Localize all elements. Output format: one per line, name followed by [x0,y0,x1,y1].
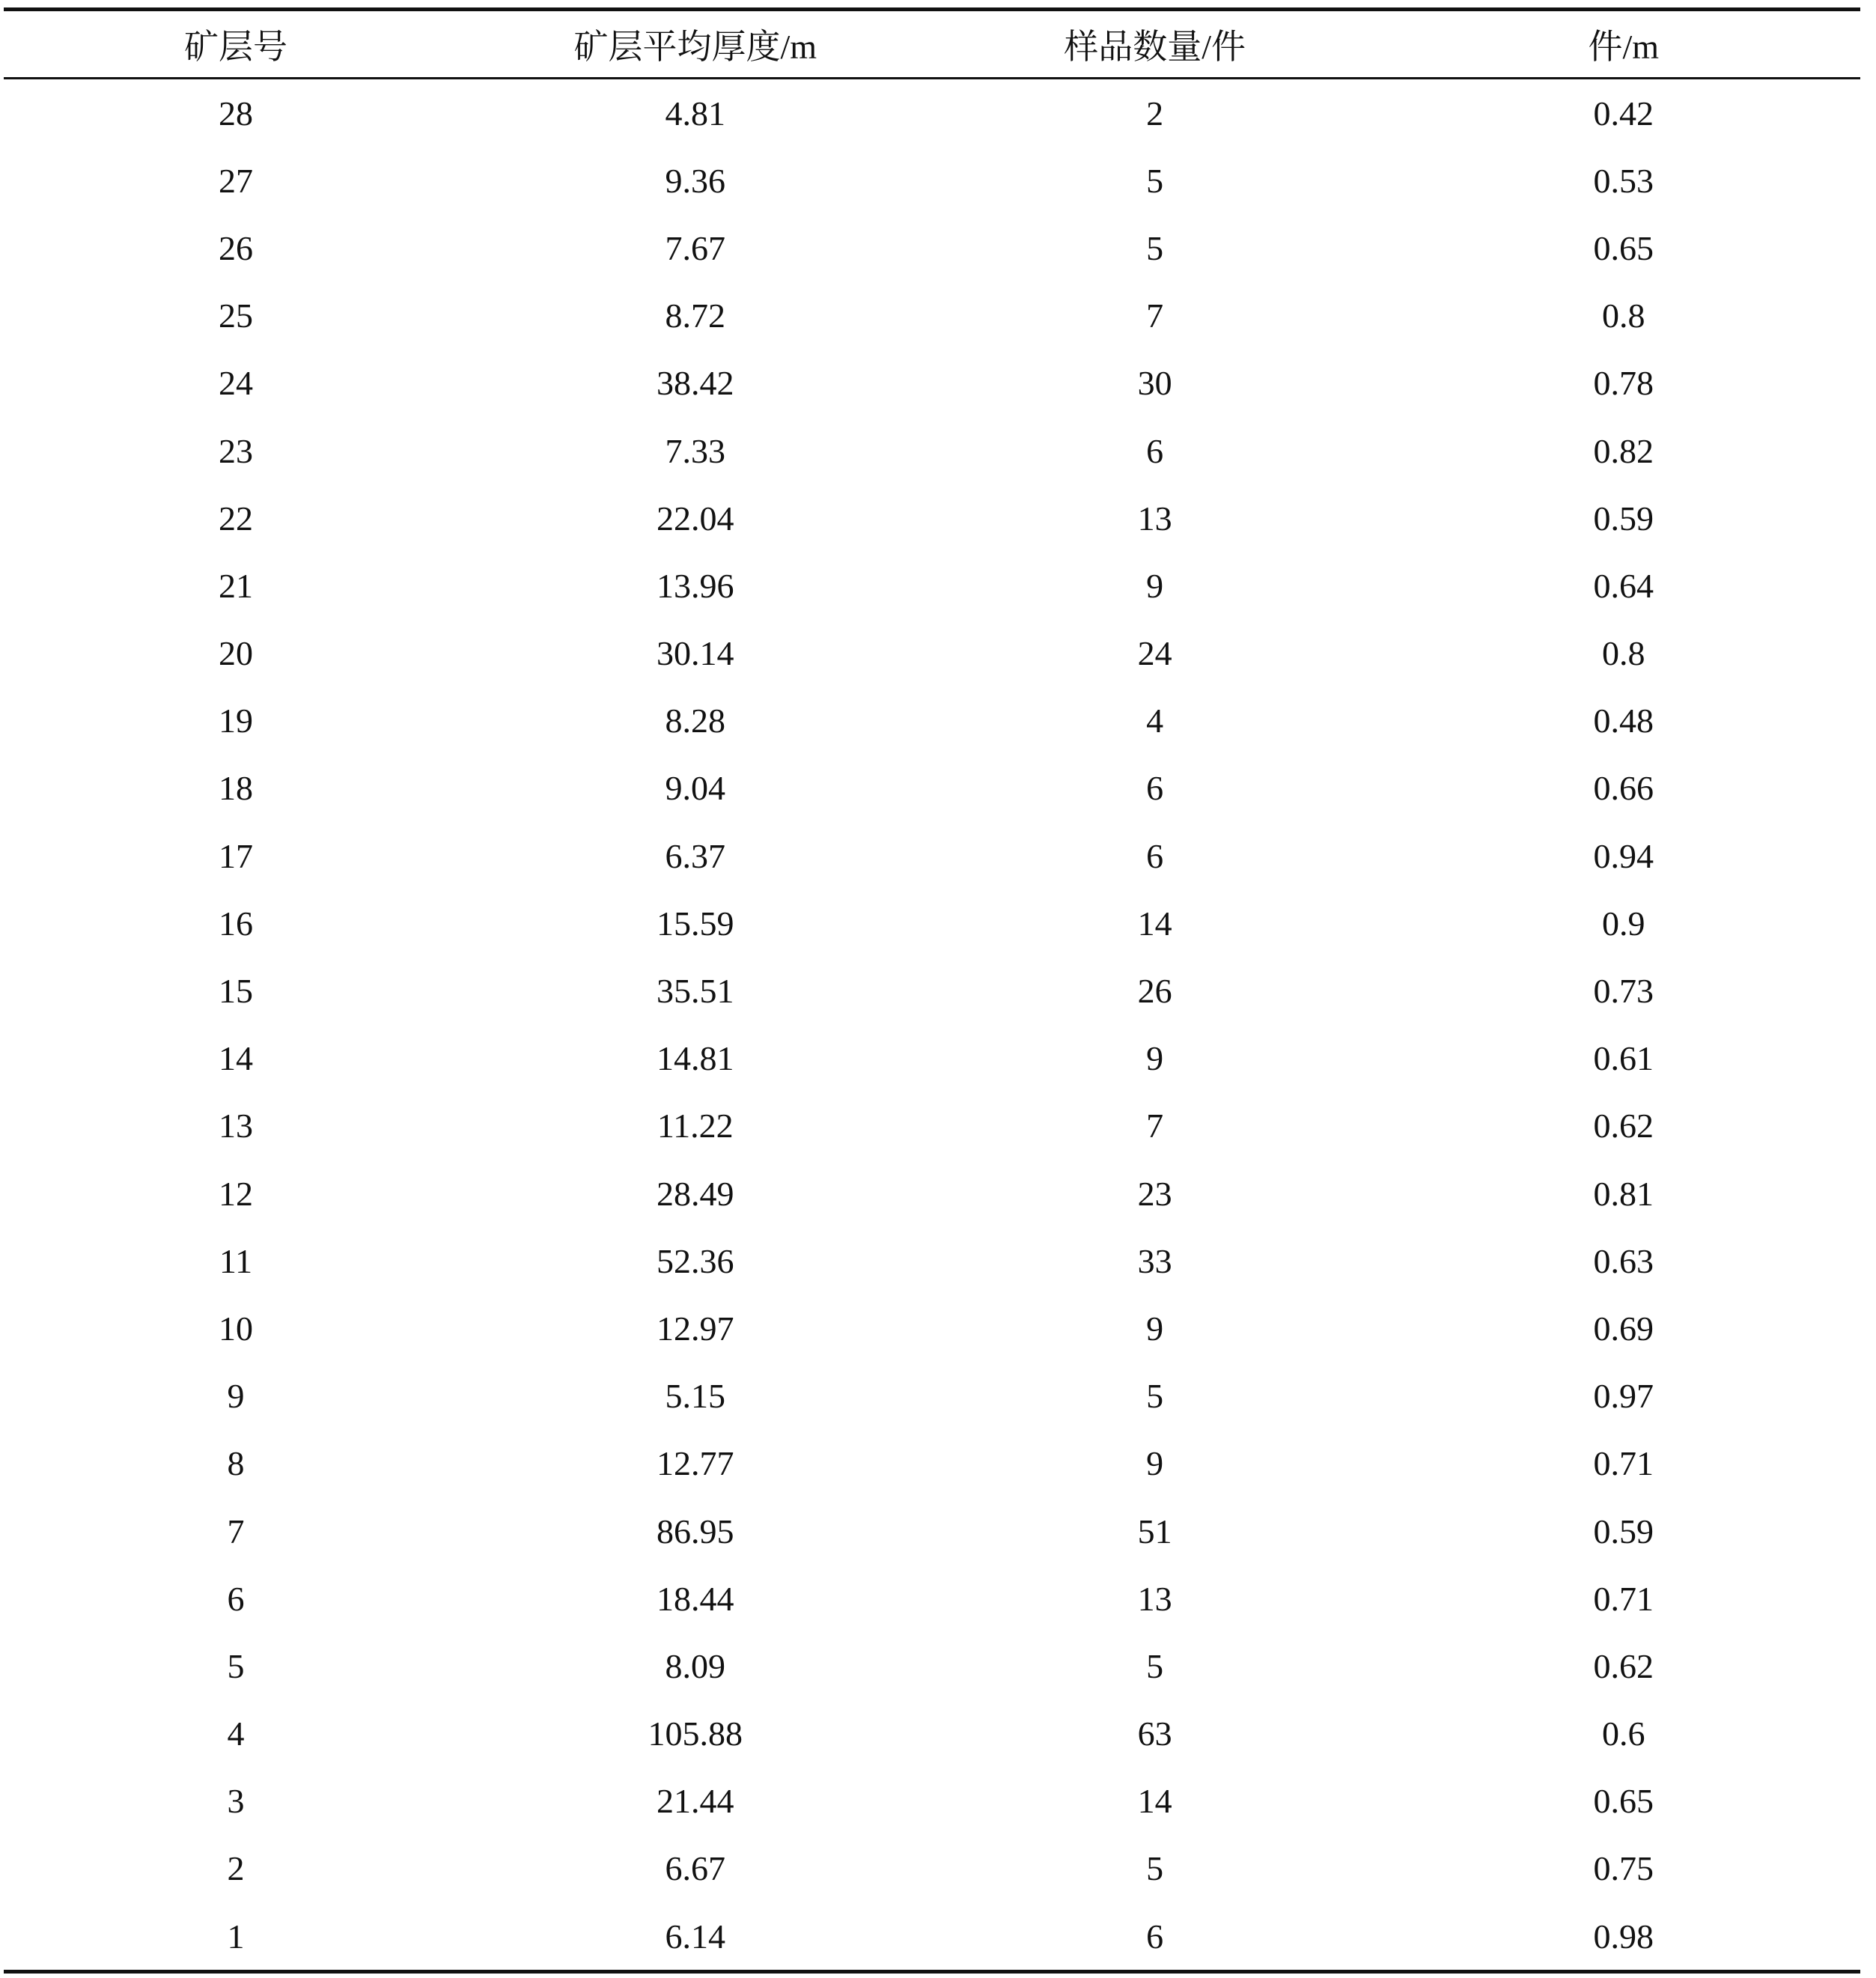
table-row [4,889,1860,957]
table-row [4,755,1860,822]
header-average-thickness: 矿层平均厚度/m [573,28,817,66]
cell-average-thickness: 28.49 [657,1174,734,1213]
cell-layer-number: 20 [219,634,253,673]
cell-layer-number: 16 [219,904,253,943]
cell-samples-per-meter: 0.61 [1593,1039,1654,1078]
cell-average-thickness: 12.77 [657,1444,734,1483]
cell-average-thickness: 38.42 [657,364,734,403]
cell-layer-number: 27 [219,161,253,200]
cell-layer-number: 5 [227,1646,245,1685]
cell-sample-count: 33 [1137,1241,1172,1280]
cell-sample-count: 14 [1137,904,1172,943]
cell-layer-number: 10 [219,1309,253,1348]
cell-layer-number: 7 [227,1512,245,1551]
cell-average-thickness: 11.22 [657,1107,734,1145]
table-row [4,1565,1860,1632]
data-table [4,11,1860,77]
cell-sample-count: 9 [1146,1309,1164,1348]
cell-average-thickness: 4.81 [665,94,726,133]
cell-sample-count: 2 [1146,94,1164,133]
cell-samples-per-meter: 0.65 [1593,1782,1654,1821]
cell-average-thickness: 8.28 [665,702,726,740]
cell-layer-number: 23 [219,431,253,470]
table-row [4,1835,1860,1902]
cell-sample-count: 51 [1137,1512,1172,1551]
cell-sample-count: 63 [1137,1714,1172,1753]
cell-sample-count: 14 [1137,1782,1172,1821]
table-row [4,957,1860,1024]
cell-samples-per-meter: 0.63 [1593,1241,1654,1280]
table-row [4,1768,1860,1835]
table-row [4,1700,1860,1768]
table-row [4,1025,1860,1092]
table-row [4,1227,1860,1294]
cell-sample-count: 5 [1146,228,1164,267]
cell-sample-count: 5 [1146,1849,1164,1888]
cell-average-thickness: 6.67 [665,1849,726,1888]
cell-samples-per-meter: 0.73 [1593,972,1654,1011]
cell-average-thickness: 22.04 [657,499,734,538]
cell-samples-per-meter: 0.82 [1593,431,1654,470]
cell-samples-per-meter: 0.65 [1593,228,1654,267]
cell-sample-count: 13 [1137,1579,1172,1618]
cell-average-thickness: 35.51 [657,972,734,1011]
cell-samples-per-meter: 0.71 [1593,1579,1654,1618]
cell-layer-number: 8 [227,1444,245,1483]
cell-layer-number: 2 [227,1849,245,1888]
cell-samples-per-meter: 0.64 [1593,566,1654,605]
cell-layer-number: 13 [219,1107,253,1145]
table-row [4,687,1860,755]
cell-layer-number: 18 [219,769,253,808]
table-row [4,79,1860,147]
cell-average-thickness: 15.59 [657,904,734,943]
cell-average-thickness: 86.95 [657,1512,734,1551]
table-bottom-rule [4,1970,1860,1974]
header-row [4,11,1860,77]
cell-layer-number: 3 [227,1782,245,1821]
table-row [4,147,1860,214]
cell-layer-number: 14 [219,1039,253,1078]
cell-average-thickness: 18.44 [657,1579,734,1618]
cell-samples-per-meter: 0.59 [1593,499,1654,538]
table-row [4,350,1860,417]
cell-sample-count: 9 [1146,566,1164,605]
cell-sample-count: 26 [1137,972,1172,1011]
table-row [4,1160,1860,1227]
cell-sample-count: 6 [1146,1917,1164,1956]
cell-layer-number: 21 [219,566,253,605]
cell-samples-per-meter: 0.75 [1593,1849,1654,1888]
data-table-body [4,79,1860,1970]
header-sample-count: 样品数量/件 [1064,28,1246,66]
cell-samples-per-meter: 0.8 [1602,634,1645,673]
cell-samples-per-meter: 0.78 [1593,364,1654,403]
cell-sample-count: 6 [1146,431,1164,470]
cell-samples-per-meter: 0.6 [1602,1714,1645,1753]
cell-average-thickness: 8.09 [665,1646,726,1685]
data-table-container [4,7,1860,1974]
cell-samples-per-meter: 0.94 [1593,836,1654,875]
table-row [4,1902,1860,1970]
cell-samples-per-meter: 0.97 [1593,1377,1654,1416]
cell-samples-per-meter: 0.98 [1593,1917,1654,1956]
cell-samples-per-meter: 0.8 [1602,296,1645,335]
cell-average-thickness: 8.72 [665,296,726,335]
cell-sample-count: 7 [1146,296,1164,335]
cell-samples-per-meter: 0.53 [1593,161,1654,200]
cell-layer-number: 9 [227,1377,245,1416]
cell-layer-number: 25 [219,296,253,335]
table-row [4,1092,1860,1160]
cell-average-thickness: 52.36 [657,1241,734,1280]
cell-average-thickness: 7.67 [665,228,726,267]
cell-layer-number: 17 [219,836,253,875]
cell-layer-number: 15 [219,972,253,1011]
cell-sample-count: 5 [1146,161,1164,200]
table-row [4,552,1860,619]
table-row [4,417,1860,484]
cell-sample-count: 30 [1137,364,1172,403]
table-row [4,1632,1860,1699]
cell-average-thickness: 7.33 [665,431,726,470]
cell-layer-number: 11 [219,1241,253,1280]
cell-samples-per-meter: 0.69 [1593,1309,1654,1348]
cell-layer-number: 28 [219,94,253,133]
table-row [4,620,1860,687]
table-row [4,1497,1860,1565]
cell-average-thickness: 9.36 [665,161,726,200]
cell-samples-per-meter: 0.81 [1593,1174,1654,1213]
table-row [4,822,1860,889]
cell-samples-per-meter: 0.42 [1593,94,1654,133]
cell-layer-number: 26 [219,228,253,267]
cell-average-thickness: 12.97 [657,1309,734,1348]
cell-average-thickness: 30.14 [657,634,734,673]
cell-sample-count: 4 [1146,702,1164,740]
cell-sample-count: 5 [1146,1377,1164,1416]
cell-average-thickness: 9.04 [665,769,726,808]
header-samples-per-meter: 件/m [1588,28,1660,66]
cell-sample-count: 6 [1146,836,1164,875]
cell-sample-count: 5 [1146,1646,1164,1685]
cell-samples-per-meter: 0.62 [1593,1107,1654,1145]
cell-sample-count: 24 [1137,634,1172,673]
cell-average-thickness: 5.15 [665,1377,726,1416]
table-header [4,11,1860,77]
cell-average-thickness: 6.14 [665,1917,726,1956]
cell-samples-per-meter: 0.9 [1602,904,1645,943]
cell-average-thickness: 6.37 [665,836,726,875]
cell-sample-count: 6 [1146,769,1164,808]
table-row [4,1363,1860,1430]
cell-sample-count: 23 [1137,1174,1172,1213]
cell-layer-number: 22 [219,499,253,538]
table-row [4,484,1860,552]
cell-layer-number: 19 [219,702,253,740]
cell-layer-number: 1 [227,1917,245,1956]
cell-sample-count: 9 [1146,1444,1164,1483]
cell-samples-per-meter: 0.66 [1593,769,1654,808]
cell-sample-count: 7 [1146,1107,1164,1145]
cell-layer-number: 6 [227,1579,245,1618]
table-row [4,1430,1860,1497]
header-layer-number: 矿层号 [184,28,287,66]
cell-samples-per-meter: 0.71 [1593,1444,1654,1483]
cell-average-thickness: 14.81 [657,1039,734,1078]
cell-samples-per-meter: 0.59 [1593,1512,1654,1551]
cell-average-thickness: 105.88 [648,1714,743,1753]
table-row [4,214,1860,282]
cell-layer-number: 12 [219,1174,253,1213]
cell-samples-per-meter: 0.48 [1593,702,1654,740]
cell-sample-count: 9 [1146,1039,1164,1078]
cell-layer-number: 24 [219,364,253,403]
cell-average-thickness: 21.44 [657,1782,734,1821]
cell-samples-per-meter: 0.62 [1593,1646,1654,1685]
table-body [4,79,1860,1970]
table-row [4,1294,1860,1362]
table-row [4,282,1860,350]
cell-average-thickness: 13.96 [657,566,734,605]
cell-layer-number: 4 [227,1714,245,1753]
cell-sample-count: 13 [1137,499,1172,538]
